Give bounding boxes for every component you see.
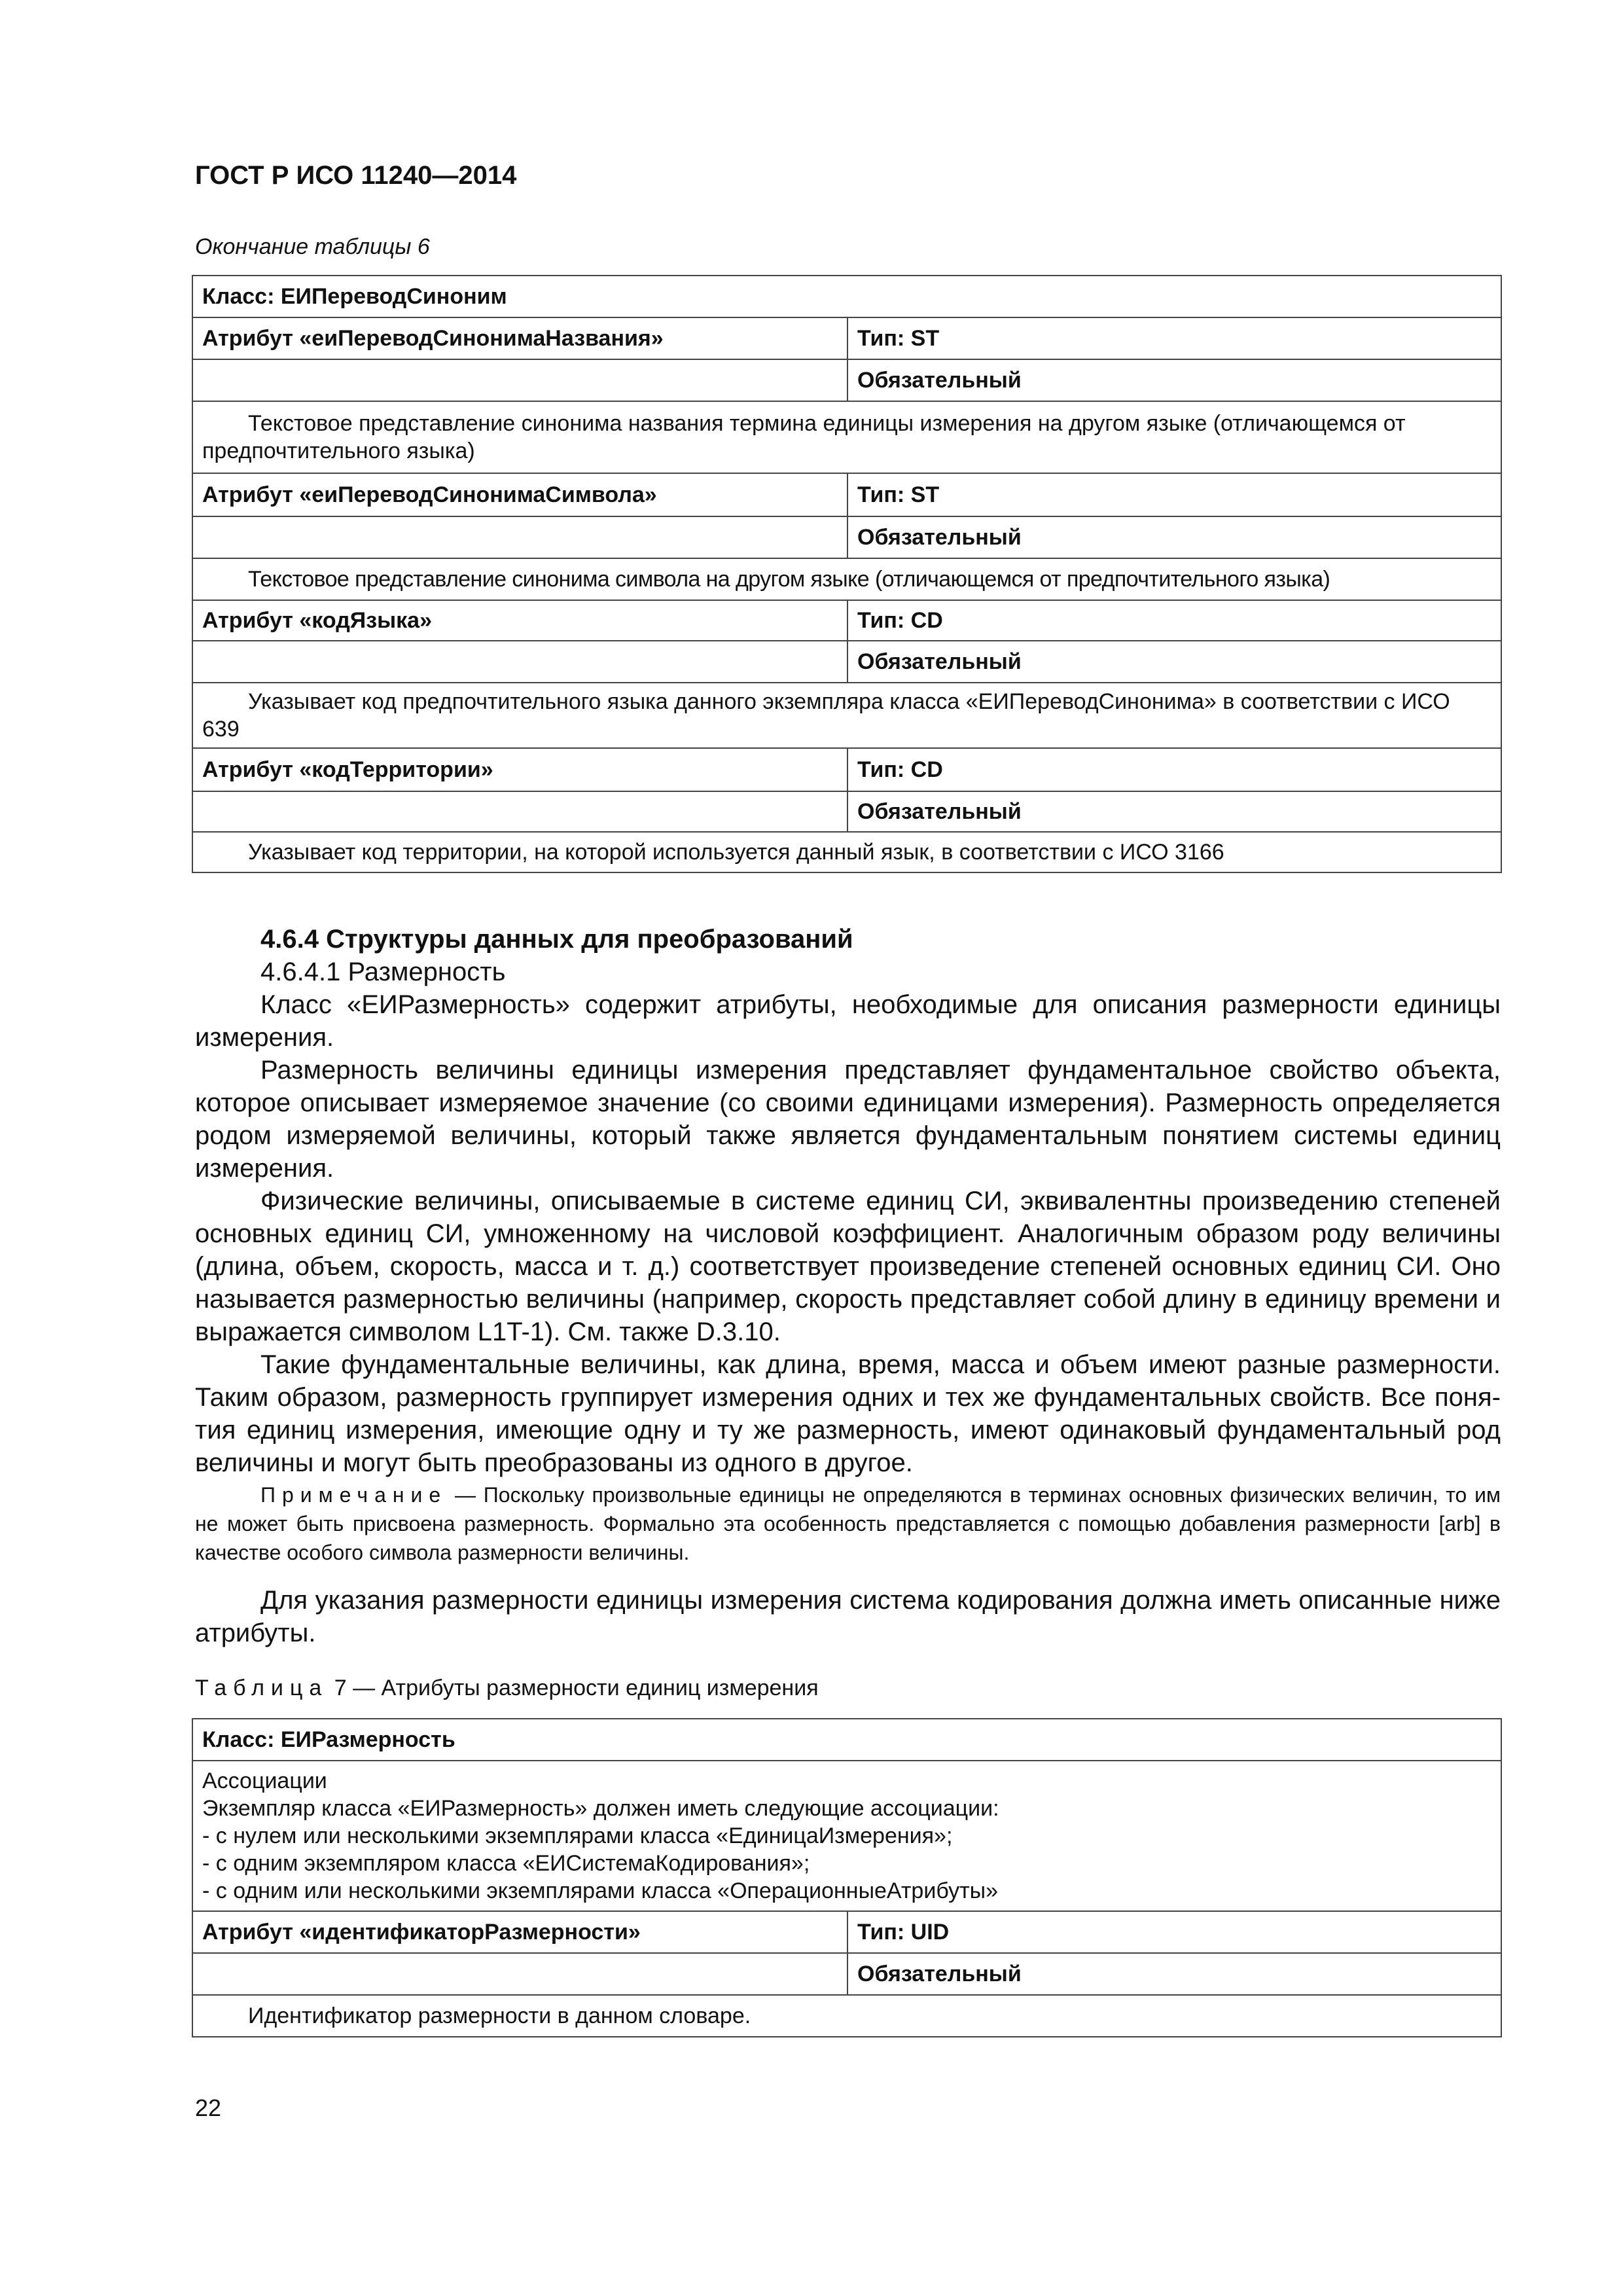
table6-attr-obligation: Обязательный [847,516,1501,558]
table6-empty-cell [192,516,847,558]
table6-attr-name: Атрибут «кодЯзыка» [192,600,847,641]
table6-empty-cell [192,359,847,401]
table6-attr-obligation: Обязательный [847,359,1501,401]
section-subheading: 4.6.4.1 Размерность [260,958,506,986]
section-heading: 4.6.4 Структуры данных для преобразований [260,925,853,954]
table6-class-row: Класс: ЕИПереводСиноним [192,276,1501,317]
assoc-item: - с нулем или несколькими экземплярами класса «ЕдиницаИзмерения»; [202,1823,953,1848]
assoc-item: - с одним экземпляром класса «ЕИСистемаКодирования»; [202,1851,810,1876]
table7-attr-description: Идентификатор размерности в данном словаре. [192,1995,1501,2037]
assoc-title: Ассоциации [202,1768,327,1793]
body-paragraph: Такие фундаментальные величины, как длина, время, масса и объем имеют разные размерности. Таким образом, размерность группирует измерения одних и тех же фундаментальных свойств. Все понятия единиц измерения, имеющие одну и ту же размерность, имеют одинаковый фундаментальный род величины и могут быть преобразованы из одного в другое. [195,1350,1501,1477]
table7 [192,1718,1502,2037]
table6 [192,275,1502,873]
assoc-intro: Экземпляр класса «ЕИРазмерность» должен иметь следующие ассоциации: [202,1796,999,1821]
table7-associations [192,1761,1501,1911]
body-paragraph: Класс «ЕИРазмерность» содержит атрибуты, необходимые для описания размерности единицы измерения. [195,990,1501,1052]
table7-caption-label: Таблица [195,1676,329,1700]
table6-empty-cell [192,641,847,683]
table7-attr-name: Атрибут «идентификаторРазмерности» [192,1911,847,1953]
table7-caption-text: 7 — Атрибуты размерности единиц измерения [328,1676,819,1700]
page-number: 22 [195,2094,222,2121]
table6-attr-name: Атрибут «еиПереводСинонимаНазвания» [192,317,847,359]
table6-attr-name: Атрибут «кодТерритории» [192,748,847,791]
section-body [195,988,1501,1479]
body-paragraph: Физические величины, описываемые в системе единиц СИ, эквивалентны произведению степеней основных единиц СИ, умноженному на числовой коэффициент. Аналогичным образом роду величины (длина, объем, скорость, масса и т. д.) соответствует произведение степеней основных единиц СИ. Оно называется размерностью величины (например, скорость представляет собой длину в единицу времени и выражается символом L1T-1). См. также D.3.10. [195,1187,1501,1346]
document-code: ГОСТ Р ИСО 11240—2014 [195,161,517,190]
table6-attr-description: Текстовое представление синонима символа на другом языке (отличающемся от предпочтительного языка) [192,558,1501,600]
table7-attr-type: Тип: UID [847,1911,1501,1953]
table6-attr-description: Указывает код территории, на которой используется данный язык, в соответствии с ИСО 3166 [192,832,1501,872]
table6-attr-description: Текстовое представление синонима названия термина единицы измерения на другом языке (отличающемся от предпочтительного языка) [192,401,1501,473]
table6-caption: Окончание таблицы 6 [195,234,430,259]
table6-attr-type: Тип: ST [847,473,1501,516]
table6-attr-type: Тип: CD [847,600,1501,641]
table6-attr-obligation: Обязательный [847,791,1501,832]
note [195,1480,1501,1567]
table7-class-row: Класс: ЕИРазмерность [192,1719,1501,1761]
table7-attr-obligation: Обязательный [847,1953,1501,1995]
assoc-item: - с одним или несколькими экземплярами класса «ОперационныеАтрибуты» [202,1878,998,1903]
table7-caption [195,1676,819,1701]
table6-attr-type: Тип: ST [847,317,1501,359]
table7-empty-cell [192,1953,847,1995]
table6-attr-obligation: Обязательный [847,641,1501,683]
body-paragraph: Размерность величины единицы измерения представляет фундаментальное свойство объекта, которое описывает измеряемое значение (со своими единицами измерения). Размерность определяется родом измеряемой величины, который также является фундаментальным понятием системы единиц измерения. [195,1056,1501,1183]
body-paragraph: Для указания размерности единицы измерения система кодирования должна иметь описанные ниже атрибуты. [195,1586,1501,1647]
table6-attr-type: Тип: CD [847,748,1501,791]
final-paragraph-block [195,1584,1501,1649]
note-text: — Поскольку произвольные единицы не определяются в терминах основных физических величин, то им не может быть присвоена размерность. Формально эта особенность представляется с помощью добавления размерности [arb] в качестве особого символа размерности величины. [195,1483,1501,1564]
note-label: Примечание [260,1483,448,1507]
table6-empty-cell [192,791,847,832]
table6-attr-name: Атрибут «еиПереводСинонимаСимвола» [192,473,847,516]
table6-attr-description: Указывает код предпочтительного языка данного экземпляра класса «ЕИПереводСинонима» в соответствии с ИСО 639 [192,683,1501,748]
